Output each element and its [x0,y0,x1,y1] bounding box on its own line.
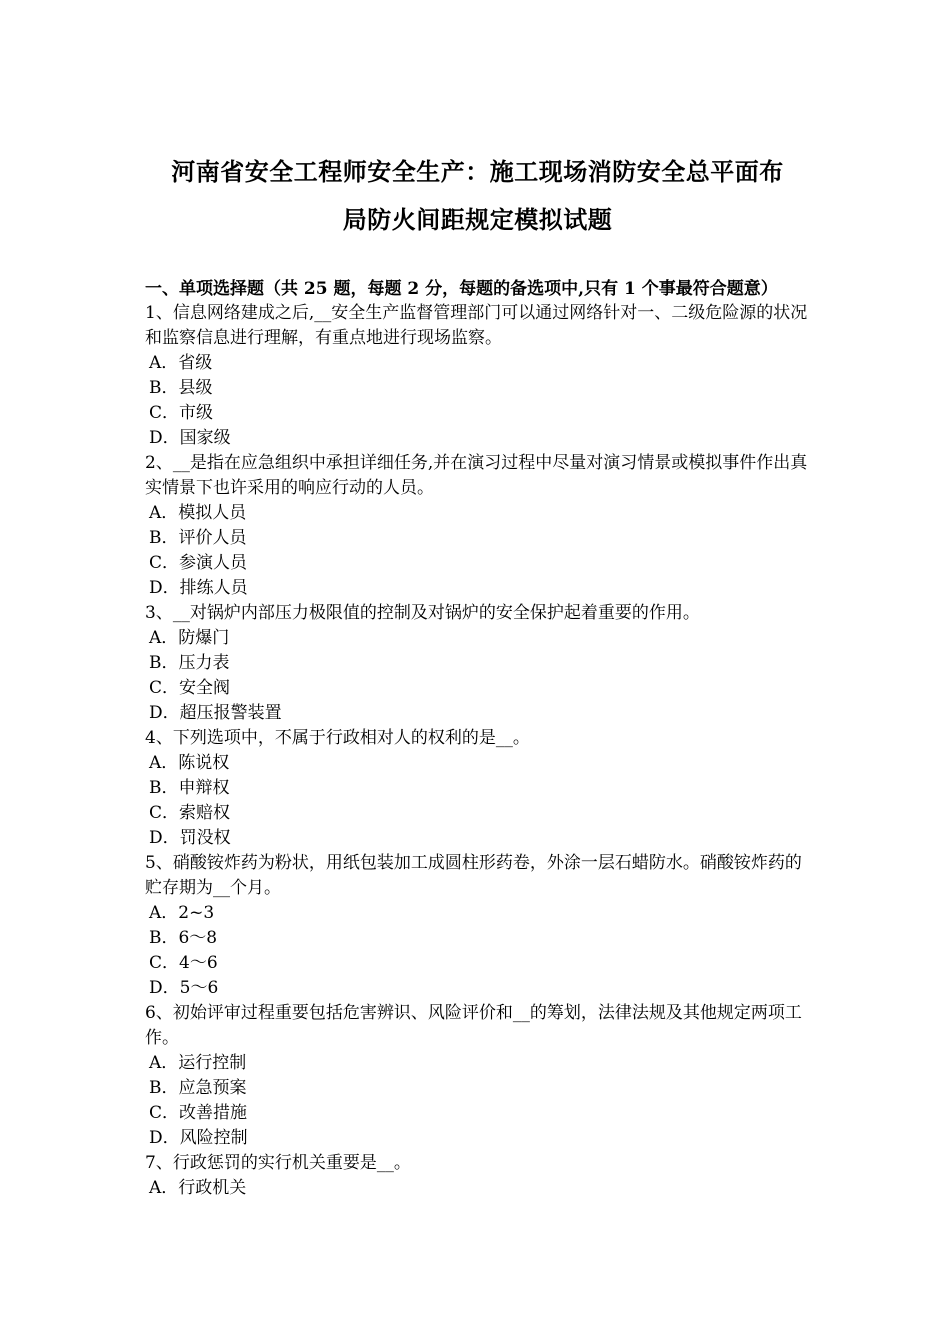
question-item [145,851,810,1001]
question-item [145,1001,810,1151]
option-b: B．压力表 [149,653,230,673]
option-a: A．防爆门 [149,628,230,648]
option-a: A．运行控制 [149,1053,247,1073]
option-b: B．申辩权 [149,778,230,798]
question-item [145,601,810,726]
option-d: D．国家级 [149,428,231,448]
title-line-1: 河南省安全工程师安全生产：施工现场消防安全总平面布 [171,157,784,186]
question-stem: 5、硝酸铵炸药为粉状，用纸包装加工成圆柱形药卷，外涂一层石蜡防水。硝酸铵炸药的贮存期为__个月。 [145,853,802,898]
option-c: C．4～6 [149,953,218,973]
question-item [145,726,810,851]
document-title [145,148,810,244]
option-d: D．风险控制 [149,1128,248,1148]
title-line-2: 局防火间距规定模拟试题 [342,205,613,234]
option-b: B．评价人员 [149,528,247,548]
question-stem: 3、__对锅炉内部压力极限值的控制及对锅炉的安全保护起着重要的作用。 [145,603,700,623]
question-list [145,301,810,1201]
option-d: D．排练人员 [149,578,248,598]
question-stem: 7、行政惩罚的实行机关重要是__。 [145,1153,411,1173]
option-a: A．陈说权 [149,753,230,773]
question-stem: 1、信息网络建成之后,__安全生产监督管理部门可以通过网络针对一、二级危险源的状况和监察信息进行理解，有重点地进行现场监察。 [145,303,808,348]
document-page [145,148,810,1201]
option-a: A．2~3 [149,903,215,923]
option-a: A．行政机关 [149,1178,247,1198]
option-b: B．县级 [149,378,213,398]
option-d: D．罚没权 [149,828,231,848]
option-c: C．安全阀 [149,678,231,698]
option-b: B．6～8 [149,928,218,948]
question-item [145,301,810,451]
question-stem: 2、__是指在应急组织中承担详细任务,并在演习过程中尽量对演习情景或模拟事件作出真实情景下也许采用的响应行动的人员。 [145,453,808,498]
question-item [145,451,810,601]
section-heading: 一、单项选择题（共 25 题，每题 2 分，每题的备选项中,只有 1 个事最符合题意） [145,279,778,299]
option-d: D．超压报警装置 [149,703,282,723]
option-c: C．参演人员 [149,553,248,573]
question-item [145,1151,810,1201]
option-c: C．改善措施 [149,1103,248,1123]
option-a: A．模拟人员 [149,503,247,523]
option-a: A．省级 [149,353,213,373]
option-c: C．市级 [149,403,214,423]
option-b: B．应急预案 [149,1078,247,1098]
question-stem: 6、初始评审过程重要包括危害辨识、风险评价和__的筹划，法律法规及其他规定两项工作。 [145,1003,802,1048]
option-d: D．5～6 [149,978,219,998]
question-stem: 4、下列选项中，不属于行政相对人的权利的是__。 [145,728,530,748]
option-c: C．索赔权 [149,803,231,823]
